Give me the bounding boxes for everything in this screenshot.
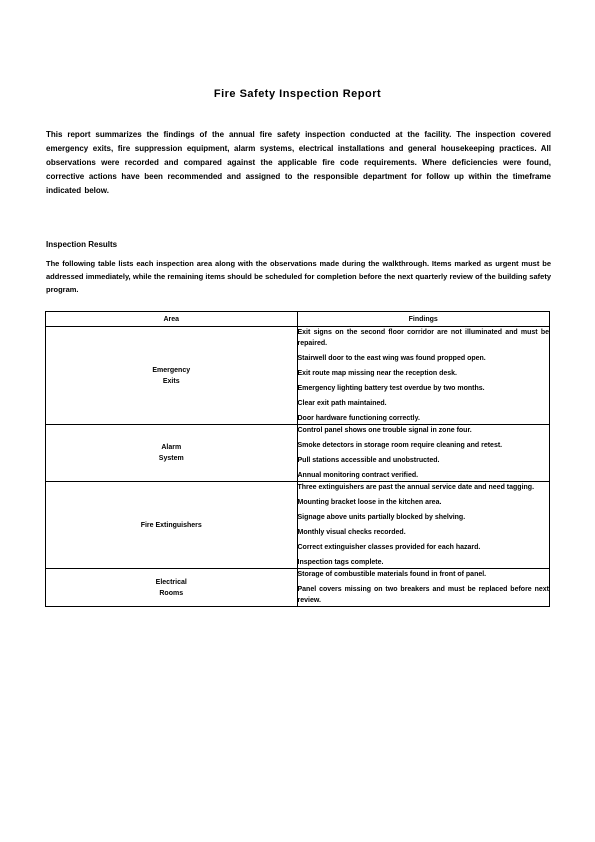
table-row	[46, 569, 550, 607]
table-cell-findings	[297, 425, 550, 482]
table-row	[46, 327, 550, 425]
finding-item: Annual monitoring contract verified.	[297, 472, 419, 479]
finding-item: Smoke detectors in storage room require cleaning and retest.	[297, 442, 503, 449]
finding-item: Clear exit path maintained.	[297, 400, 387, 407]
area-label: Electrical	[155, 578, 187, 586]
area-label: Rooms	[159, 589, 184, 597]
table-row	[46, 482, 550, 569]
finding-item: Stairwell door to the east wing was found propped open.	[297, 355, 486, 362]
table-cell-findings	[297, 482, 550, 569]
intro-paragraph: This report summarizes the findings of the annual fire safety inspection conducted at the facility. The inspection covered emergency exits, fire suppression equipment, alarm systems, electrical installations and general housekeeping practices. All observations were recorded and compared against the applicable fire code requirements. Where deficiencies were found, corrective actions have been recommended and assigned to the responsible department for follow up within the timeframe indicated below.	[46, 130, 551, 195]
table-row	[46, 425, 550, 482]
finding-item: Three extinguishers are past the annual service date and need tagging.	[297, 484, 535, 491]
finding-item: Emergency lighting battery test overdue by two months.	[297, 385, 485, 392]
finding-item: Signage above units partially blocked by shelving.	[297, 514, 466, 521]
table-header-row	[46, 312, 550, 327]
area-label: Alarm	[161, 444, 182, 451]
table-cell-findings	[297, 327, 550, 425]
finding-item: Exit route map missing near the reception desk.	[297, 370, 457, 377]
finding-item: Pull stations accessible and unobstructed.	[297, 457, 440, 464]
area-label: Exits	[162, 377, 180, 385]
section-heading: Inspection Results	[46, 240, 118, 249]
area-label: Emergency	[152, 366, 191, 374]
table-header-findings: Findings	[297, 312, 550, 327]
table-cell-area	[46, 482, 298, 569]
area-label: System	[158, 455, 184, 462]
area-label: Fire Extinguishers	[140, 521, 202, 529]
findings-table	[45, 311, 550, 607]
table-cell-area	[46, 327, 298, 425]
table-cell-area	[46, 569, 298, 607]
finding-item: Control panel shows one trouble signal in zone four.	[297, 427, 472, 434]
finding-item: Correct extinguisher classes provided for each hazard.	[297, 544, 481, 551]
finding-item: Door hardware functioning correctly.	[297, 415, 420, 422]
finding-item: Storage of combustible materials found in front of panel.	[297, 571, 487, 578]
table-header-area: Area	[46, 312, 298, 327]
table-cell-findings	[297, 569, 550, 607]
finding-item: Monthly visual checks recorded.	[297, 529, 406, 536]
finding-item: Exit signs on the second floor corridor are not illuminated and must be repaired.	[297, 329, 549, 347]
finding-item: Mounting bracket loose in the kitchen area.	[297, 499, 442, 506]
table-cell-area	[46, 425, 298, 482]
finding-item: Inspection tags complete.	[297, 559, 384, 566]
section-paragraph: The following table lists each inspection area along with the observations made during the walkthrough. Items marked as urgent must be addressed immediately, while the remaining items should be scheduled for completion before the next quarterly review of the building safety program.	[46, 259, 551, 294]
finding-item: Panel covers missing on two breakers and must be replaced before next review.	[297, 586, 549, 604]
document-title: Fire Safety Inspection Report	[213, 88, 382, 100]
